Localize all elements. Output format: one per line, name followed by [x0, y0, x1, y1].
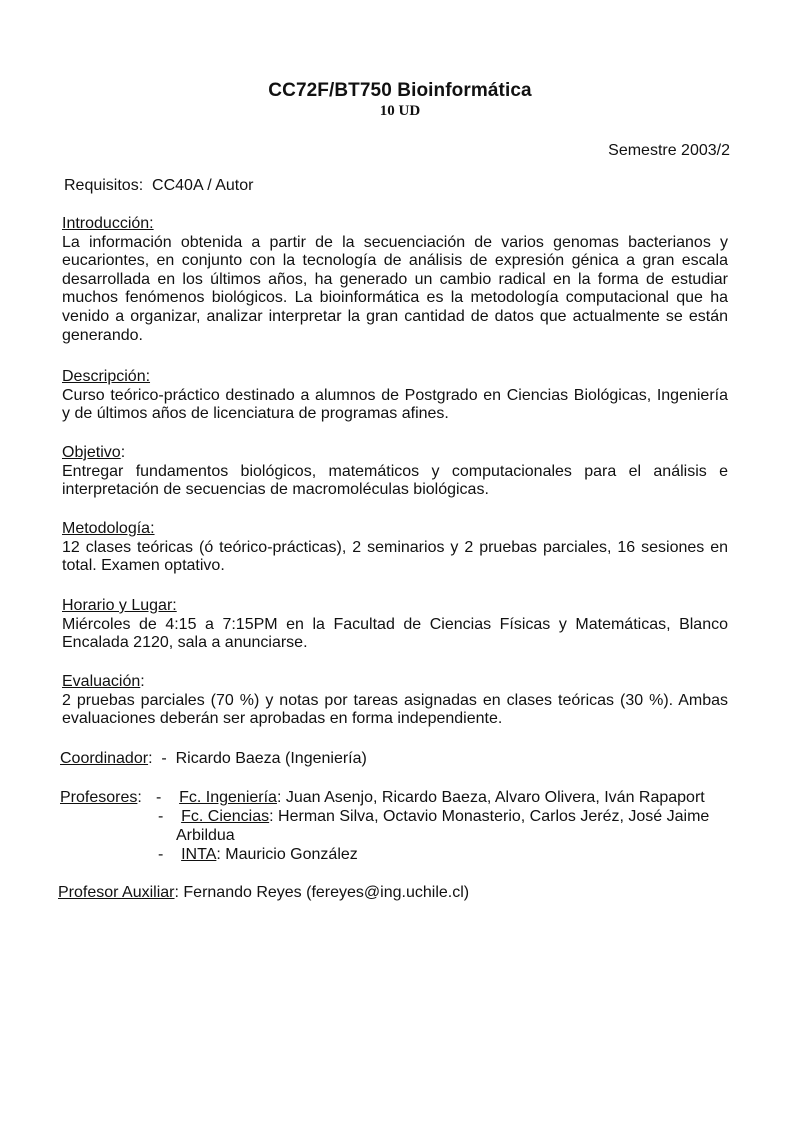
- names-ciencias: Herman Silva, Octavio Monasterio, Carlos Jeréz, José Jaime: [278, 808, 710, 825]
- profesores-group-ciencias: - Fc. Ciencias: Herman Silva, Octavio Monasterio, Carlos Jeréz, José Jaime: [158, 808, 710, 825]
- names-ciencias-cont: Arbildua: [176, 827, 235, 844]
- objetivo-section: Objetivo: Entregar fundamentos biológicos, matemáticos y computacionales para el análisis e interpretación de secuencias de macromoléculas biológicas.: [62, 444, 728, 499]
- introduccion-section: [62, 215, 728, 345]
- semester: Semestre 2003/2: [608, 142, 730, 159]
- descripcion-text: Curso teórico-práctico destinado a alumnos de Postgrado en Ciencias Biológicas, Ingeniería y de últimos años de licenciatura de programas afines.: [62, 386, 728, 423]
- horario-section: [62, 597, 728, 653]
- names-inta: Mauricio González: [225, 846, 358, 863]
- faculty-ciencias: Fc. Ciencias: [181, 808, 270, 825]
- coordinador-label: Coordinador: [60, 750, 149, 767]
- descripcion-heading: Descripción:: [62, 368, 151, 385]
- objetivo-heading: Objetivo: [62, 444, 121, 461]
- metodologia-section: [62, 520, 728, 576]
- profesores-label-row: Profesores:: [60, 789, 142, 806]
- auxiliar-label: Profesor Auxiliar: [58, 884, 175, 901]
- coordinador-row: Coordinador: - Ricardo Baeza (Ingeniería): [60, 750, 367, 767]
- profesores-group-ingenieria: - Fc. Ingeniería: Juan Asenjo, Ricardo Baeza, Alvaro Olivera, Iván Rapaport: [156, 789, 705, 806]
- requisitos-value: CC40A / Autor: [152, 177, 254, 194]
- course-title: CC72F/BT750 Bioinformática: [268, 80, 532, 101]
- evaluacion-heading: Evaluación: [62, 673, 141, 690]
- metodologia-heading: Metodología:: [62, 520, 155, 537]
- profesores-ciencias-continued: [176, 827, 235, 846]
- horario-text: Miércoles de 4:15 a 7:15PM en la Facultad de Ciencias Físicas y Matemáticas, Blanco Encalada 2120, sala a anunciarse.: [62, 615, 728, 652]
- faculty-ingenieria: Fc. Ingeniería: [179, 789, 277, 806]
- descripcion-section: [62, 368, 728, 424]
- auxiliar-row: Profesor Auxiliar: Fernando Reyes (fereyes@ing.uchile.cl): [58, 884, 470, 901]
- profesores-label: Profesores: [60, 789, 138, 806]
- coordinador-value: Ricardo Baeza (Ingeniería): [175, 750, 367, 767]
- objetivo-text: Entregar fundamentos biológicos, matemáticos y computacionales para el análisis e interpretación de secuencias de macromoléculas biológicas.: [62, 462, 728, 499]
- names-ingenieria: Juan Asenjo, Ricardo Baeza, Alvaro Olivera, Iván Rapaport: [285, 789, 705, 806]
- course-credits: 10 UD: [379, 103, 421, 119]
- horario-heading: Horario y Lugar:: [62, 597, 177, 614]
- auxiliar-value: Fernando Reyes (fereyes@ing.uchile.cl): [183, 884, 470, 901]
- evaluacion-section: Evaluación: 2 pruebas parciales (70 %) y notas por tareas asignadas en clases teóricas (30 %). Ambas evaluaciones deberán ser aprobadas en forma independiente.: [62, 673, 728, 728]
- profesores-group-inta: - INTA: Mauricio González: [158, 846, 358, 863]
- requisitos: [64, 177, 253, 195]
- evaluacion-text: 2 pruebas parciales (70 %) y notas por tareas asignadas en clases teóricas (30 %). Ambas evaluaciones deberán ser aprobadas en forma independiente.: [62, 691, 728, 728]
- requisitos-label: Requisitos:: [64, 177, 144, 194]
- introduccion-text: La información obtenida a partir de la secuenciación de varios genomas bacterianos y eucariontes, en conjunto con la tecnología de análisis de expresión génica a gran escala desarrollada en los últimos años, ha generado un cambio radical en la forma de estudiar muchos fenómenos biológicos. La bioinformática es la metodología computacional que ha venido a organizar, analizar interpretar la gran cantidad de datos que actualmente se están generando.: [62, 233, 728, 344]
- metodologia-text: 12 clases teóricas (ó teórico-prácticas), 2 seminarios y 2 pruebas parciales, 16 sesiones en total. Examen optativo.: [62, 538, 728, 575]
- introduccion-heading: Introducción:: [62, 215, 154, 232]
- faculty-inta: INTA: [181, 846, 217, 863]
